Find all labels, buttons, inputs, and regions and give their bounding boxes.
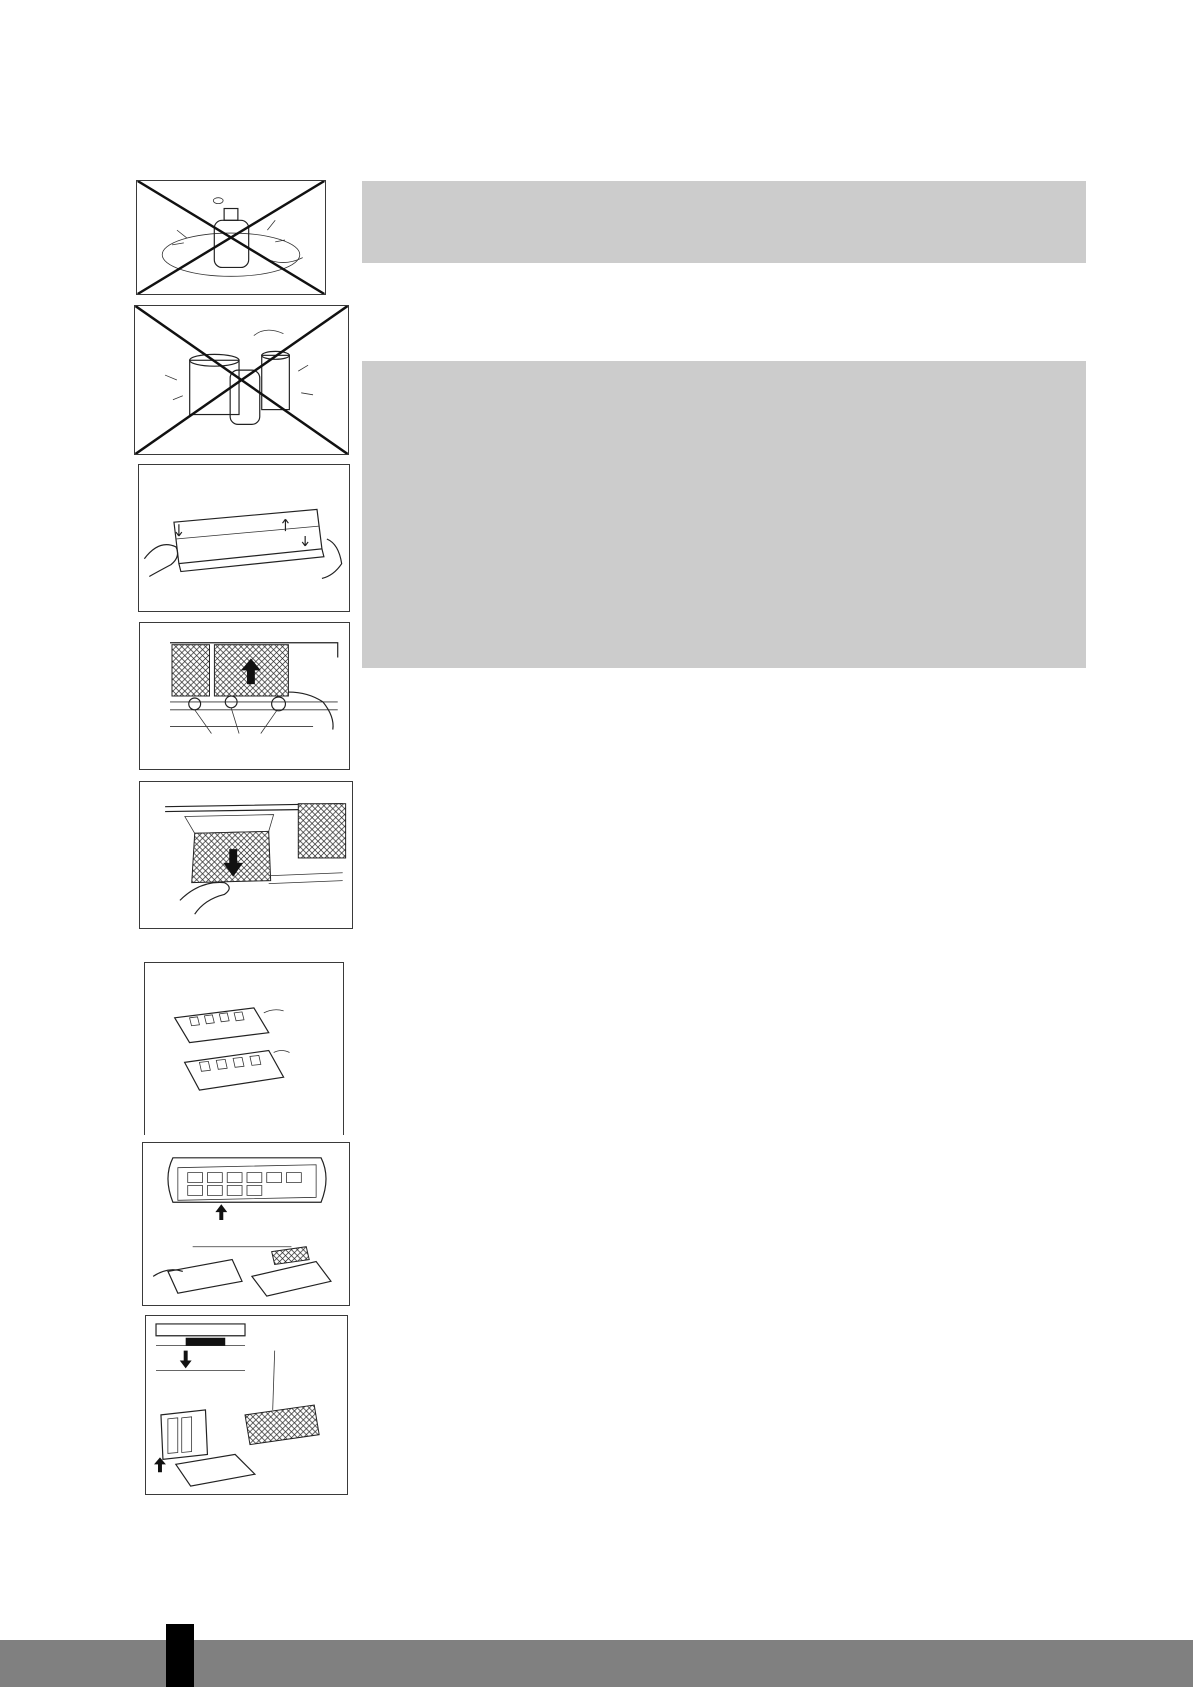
push-filter-up-icon bbox=[139, 622, 350, 770]
filter-sheets-icon bbox=[144, 962, 344, 1135]
replace-carbon-filter-icon bbox=[145, 1315, 348, 1495]
no-spray-can-near-heat-icon bbox=[136, 180, 326, 295]
install-air-purifying-filter-icon bbox=[142, 1142, 350, 1306]
page-tab-marker bbox=[166, 1624, 194, 1687]
notice-panel-top bbox=[362, 181, 1086, 263]
no-flammable-containers-icon bbox=[134, 305, 349, 455]
lift-front-panel-icon bbox=[138, 464, 350, 612]
pull-filter-down-icon bbox=[139, 781, 353, 929]
notice-panel-main bbox=[362, 361, 1086, 668]
